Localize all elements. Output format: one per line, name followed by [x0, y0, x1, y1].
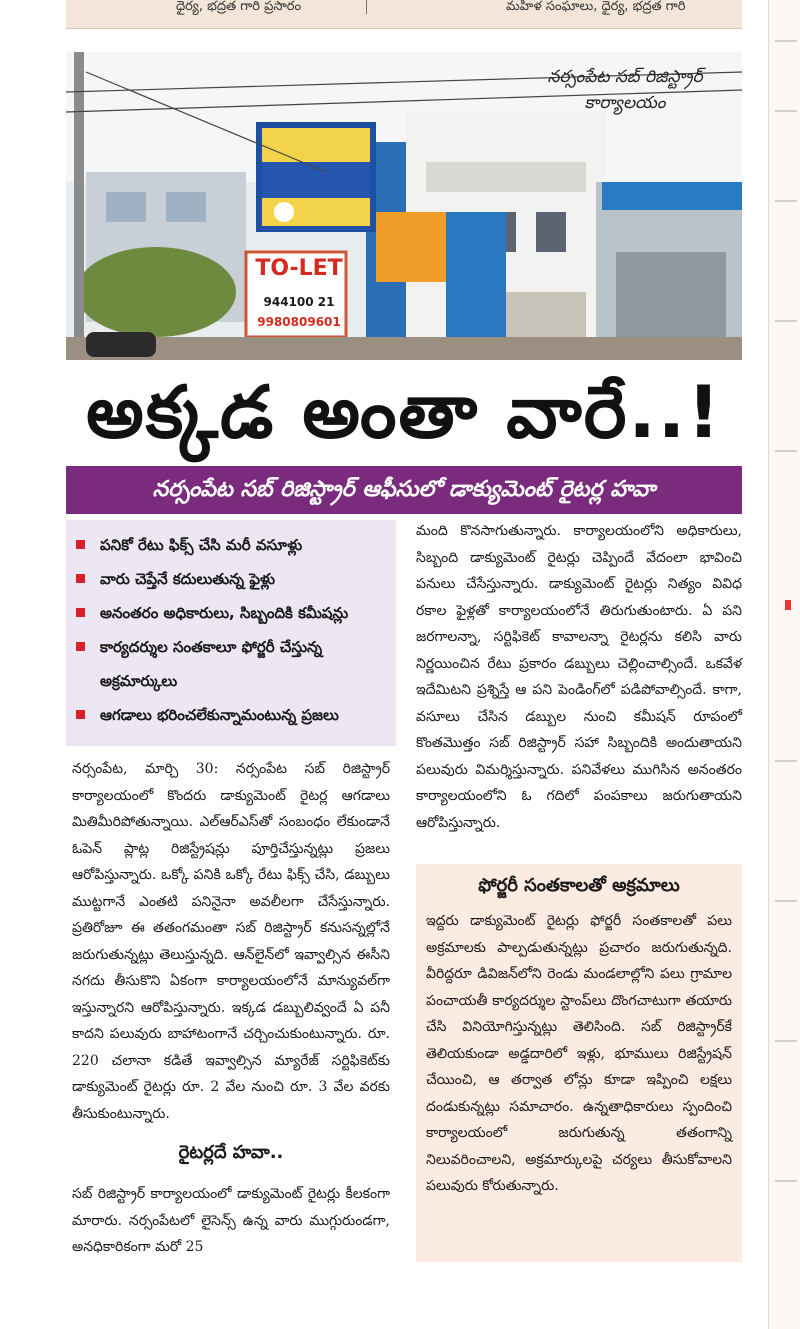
highlight-item: కార్యదర్శుల సంతకాలూ ఫోర్జరీ చేస్తున్న అక్రమార్కులు — [76, 630, 388, 698]
highlight-item: పనికో రేటు ఫిక్స్ చేసి మరీ వసూళ్లు — [76, 528, 388, 562]
caption-line-1: నర్సంపేట సబ్ రిజిస్ట్రార్ — [547, 67, 703, 87]
article-paragraph-3: మంది కొనసాగుతున్నారు. కార్యాలయంలోని అధికారులు, సిబ్బంది డాక్యుమెంట్ రైటర్లు చెప్పిందే వేదంలా భావించి పనులు చేసేస్తున్నారు. డాక్యుమెంట్ రైటర్లు నిత్యం వివిధ రకాల ఫైళ్లతో కార్యాలయంలోనే తిరుగుతుంటారు. ఏ పని జరగాలన్నా, సర్టిఫికెట్ కావాలన్నా రైటర్లను కలిసి వారు నిర్ణయించిన రేటు ప్రకారం డబ్బులు చెల్లించాల్సిందే. ఒకవేళ ఇదేమిటని ప్రశ్నిస్తే ఆ పని పెండింగ్‌లో పడిపోవాల్సిందే. కాగా, వసూలు చేసిన డబ్బుల నుంచి కమీషన్ రూపంలో కొంతమొత్తం సబ్ రిజిస్ట్రార్ సహా సిబ్బందికి అందుతాయని పలువురు విమర్శిస్తున్నారు. పనివేళలు ముగిసిన అనంతరం కార్యాలయంలోని ఓ గదిలో పంపకాలు జరుగుతాయని ఆరోపిస్తున్నారు. — [416, 523, 742, 831]
forgery-sidebar-box — [416, 864, 742, 1262]
highlights-box — [66, 520, 396, 746]
bullet-square-icon — [76, 608, 85, 617]
photo-caption — [520, 64, 730, 116]
bullet-square-icon — [76, 574, 85, 583]
bullet-square-icon — [76, 642, 85, 651]
article-column-right — [416, 518, 742, 836]
previous-article-strip — [66, 0, 742, 29]
article-column-left — [72, 756, 390, 1261]
section-subtitle-writers: రైటర్లదే హవా.. — [178, 1142, 284, 1163]
highlight-item: అనంతరం అధికారులు, సిబ్బందికి కమీషన్లు — [76, 596, 388, 630]
to-let-phone-1: 944100 21 — [263, 295, 335, 309]
strip-divider — [366, 0, 367, 14]
adjacent-page-edge — [768, 0, 800, 1329]
strip-text-right: మహిళ సంఘాలు, ధైర్య, భద్రత గారి — [506, 0, 686, 14]
bullet-square-icon — [76, 710, 85, 719]
caption-line-2: కార్యాలయం — [584, 93, 666, 113]
article-paragraph-4: ఇద్దరు డాక్యుమెంట్ రైటర్లు ఫోర్జరీ సంతకాలతో పలు అక్రమాలకు పాల్పడుతున్నట్లు ప్రచారం జరుగుతున్నది. వీరిద్దరూ డివిజన్‌లోని రెండు మండలాల్లోని పలు గ్రామాల పంచాయతీ కార్యదర్శుల స్టాంప్‌లు దొంగచాటుగా తయారు చేసి వినియోగిస్తున్నట్లు తెలిసింది. సబ్ రిజిస్ట్రార్‌కే తెలియకుండా అడ్డదారిలో ఇళ్లు, భూములు రిజిస్ట్రేషన్ చేయించి, ఆ తర్వాత లోన్లు కూడా ఇప్పించి లక్షలు దండుకున్నట్లు సమాచారం. ఉన్నతాధికారులు స్పందించి కార్యాలయంలో జరుగుతున్న తతంగాన్ని నిలువరించాలని, అక్రమార్కులపై చర్యలు తీసుకోవాలని పలువురు కోరుతున్నారు. — [426, 913, 732, 1194]
highlight-item: వారు చెప్తేనే కదులుతున్న ఫైళ్లు — [76, 562, 388, 596]
article-lead-paragraph: నర్సంపేట, మార్చి 30: నర్సంపేట సబ్ రిజిస్ట్రార్ కార్యాలయంలో కొందరు డాక్యుమెంట్ రైటర్ల ఆగడాలు మితిమీరిపోతున్నాయి. ఎల్ఆర్ఎస్‌తో సంబంధం లేకుండానే ఓపెన్ ప్లాట్ల రిజిస్ట్రేషన్లు పూర్తిచేస్తున్నట్లు ప్రజలు ఆరోపిస్తున్నారు. ఒక్కో పనికి ఒక్కో రేటు ఫిక్స్ చేసి, డబ్బులు ముట్టగానే ఎంతటి పనినైనా అవలీలగా చేసేస్తున్నారు. ప్రతిరోజూ ఈ తతంగమంతా సబ్ రిజిస్ట్రార్ కనుసన్నల్లోనే జరుగుతున్నట్లు తెలుస్తున్నది. ఆన్‌లైన్‌లో ఇవ్వాల్సిన ఈసీని నగదు తీసుకొని ఏకంగా కార్యాలయంలోనే మాన్యువల్‌గా ఇస్తున్నారని ఆరోపిస్తున్నారు. ఇక్కడ డబ్బులివ్వందే ఏ పనీ కాదని పలువురు బాహాటంగానే చర్చించుకుంటున్నారు. రూ. 220 చలానా కడితే ఇవ్వాల్సిన మ్యారేజ్ సర్టిఫికెట్‌కు డాక్యుమెంట్ రైటర్లు రూ. 2 వేల నుంచి రూ. 3 వేల వరకు తీసుకుంటున్నారు. — [72, 761, 390, 1122]
to-let-phone-2: 9980809601 — [257, 315, 341, 329]
strip-text-left: ధైర్య, భద్రత గారి ప్రసారం — [176, 0, 302, 14]
to-let-sign: TO-LET — [255, 256, 343, 281]
highlight-item: ఆగడాలు భరించలేకున్నామంటున్న ప్రజలు — [76, 698, 388, 732]
subheadline-bar: నర్సంపేట సబ్ రిజిస్ట్రార్ ఆఫీసులో డాక్యుమెంట్ రైటర్ల హవా — [66, 466, 742, 514]
headline: అక్కడ అంతా వారే..! — [86, 370, 722, 454]
bullet-square-icon — [76, 540, 85, 549]
article-paragraph-2: సబ్ రిజిస్ట్రార్ కార్యాలయంలో డాక్యుమెంట్ రైటర్లు కీలకంగా మారారు. నర్సంపేటలో లైసెన్స్ ఉన్న వారు ముగ్గురుండగా, అనధికారికంగా మరో 25 — [72, 1186, 390, 1255]
section-subtitle-forgery: ఫోర్జరీ సంతకాలతో అక్రమాలు — [478, 875, 680, 896]
